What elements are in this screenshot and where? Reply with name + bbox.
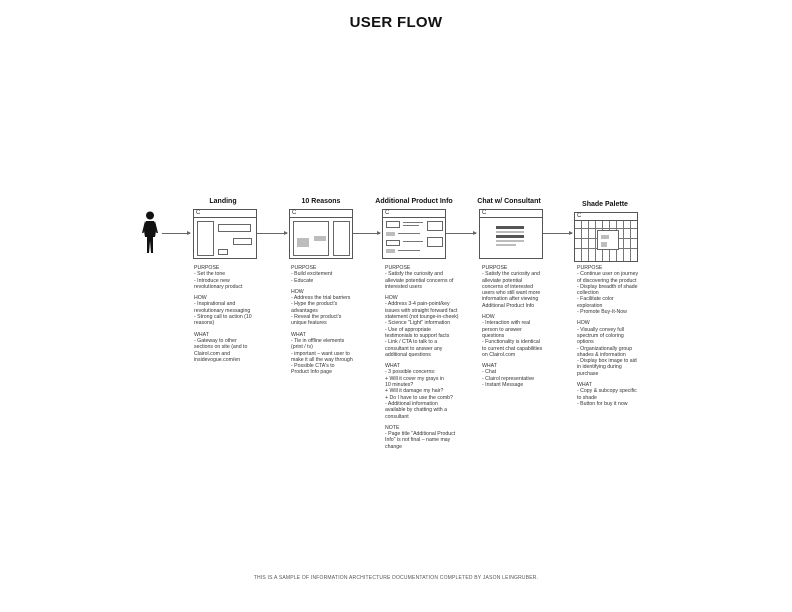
flow-arrow [444,233,476,234]
wireframe-block [333,221,350,256]
description-line: information after viewing [482,296,539,303]
wireframe-block [496,231,524,233]
description-line: WHAT [291,331,306,338]
step-description-10-reasons [291,265,353,376]
description-line: PURPOSE [482,265,508,271]
description-line: testimonials to support facts [385,332,450,339]
description-line: HOW [194,295,207,302]
description-line: Clairol.com and [194,350,231,357]
wireframe-landing [193,209,257,259]
description-line: advantages [291,307,318,314]
description-line: - Visually convey full [577,326,624,333]
frame-glyph: C [385,210,390,216]
description-line: purchase [577,370,599,377]
description-line: of discovering the product [577,277,637,284]
description-line: - Strong call to action (10 [194,314,252,321]
wireframe-block [218,249,228,255]
description-line: - Set the tone [194,271,226,278]
description-line: make it all the way through [291,356,353,363]
frame-glyph: C [196,210,201,216]
description-line: + Will it damage my hair? [385,388,444,395]
description-line: - Introduce new [194,277,230,284]
wireframe-block [427,221,443,231]
description-line: - Instant Message [482,382,524,389]
description-line: 10 minutes? [385,382,414,389]
description-line: - Inspirational and [194,301,236,308]
wireframe-block [601,242,607,247]
description-line: - Possible CTA's to [291,363,335,370]
wireframe-block [386,249,395,253]
description-line: issues with straight forward fact [385,307,458,314]
description-line: Product Info page [291,369,332,376]
wireframe-block [386,240,400,246]
person-icon [140,211,160,254]
description-line: person to answer [482,326,522,333]
description-line: - Facilitate color [577,296,614,303]
description-line: Additional Product Info [482,302,535,309]
description-line: - Address the trial barriers [291,295,351,302]
description-line: WHAT [385,363,400,370]
description-line: to current chat capabilities [482,345,543,352]
description-line: - Organizationally group [577,345,633,352]
step-title-chat-w-consultant: Chat w/ Consultant [477,198,541,205]
description-line: - Clairol representative [482,375,535,382]
description-line: interested users [385,283,422,290]
description-line: HOW [577,320,590,327]
description-line: HOW [291,288,304,295]
wireframe-chat-w-consultant [479,209,543,259]
description-line: - Satisfy the curiosity and [385,271,443,278]
description-line: alleviate potential [482,277,523,284]
description-line: + Do I have to use the comb? [385,394,453,401]
description-line: revolutionary messaging [194,307,251,314]
description-line: change [385,443,403,450]
description-line: NOTE [385,424,400,431]
description-line: options [577,339,594,346]
wireframe-additional-product-info [382,209,446,259]
flow-arrow [540,233,572,234]
description-line: PURPOSE [291,265,317,271]
description-line: PURPOSE [577,265,603,271]
description-line: PURPOSE [385,265,411,271]
description-line: statement (not tounge-in-cheek) [385,314,459,321]
description-line: HOW [482,314,495,321]
description-line: - Display breadth of shade [577,283,638,290]
description-line: shades & information [577,351,626,358]
description-line: WHAT [194,331,209,338]
description-line: HOW [385,295,398,302]
description-line: - Continue user on journey [577,271,639,278]
wireframe-block [386,232,395,236]
description-line: on Clairol.com [482,351,516,358]
description-line: - Science "Light" information [385,320,451,327]
description-line: - Display box image to aid [577,358,637,365]
wireframe-block [496,240,524,242]
description-line: collection [577,290,599,297]
wireframe-block [386,221,400,228]
description-line: alleviate potential concerns of [385,277,454,284]
description-line: - Interaction with real [482,320,531,327]
description-line: additional questions [385,351,431,358]
description-line: - Chat [482,369,497,376]
wireframe-block [314,236,326,241]
wireframe-block [297,238,309,247]
description-line: - Link / CTA to talk to a [385,339,438,346]
description-line: sections on site (and to [194,344,248,351]
wireframe-block [496,235,524,238]
description-line: WHAT [577,382,592,389]
description-line: - Address 3-4 pain-point/key [385,301,450,308]
description-line: reasons) [194,320,215,327]
description-line: - Copy & subcopy specific [577,388,637,395]
step-title-shade-palette: Shade Palette [582,201,628,208]
description-line: concerns of interested [482,283,534,290]
wireframe-block [597,230,619,250]
wireframe-block [197,221,214,256]
wireframe-block [496,226,524,229]
flow-arrow [162,233,190,234]
wireframe-block [601,235,609,239]
description-line: - Button for buy it now [577,400,628,407]
description-line: spectrum of coloring [577,332,624,339]
step-title-10-reasons: 10 Reasons [301,198,341,205]
description-line: available by chatting with a [385,407,447,414]
description-line: in identifying during [577,364,622,371]
description-line: questions [482,332,505,339]
description-line: - Educate [291,277,314,284]
frame-glyph: C [482,210,487,216]
description-line: - Hype the product's [291,301,338,308]
description-line: consultant [385,413,409,420]
step-title-landing: Landing [209,198,237,205]
frame-glyph: C [577,213,582,219]
step-title-additional-product-info: Additional Product Info [375,198,453,205]
description-line: - Satisfy the curiosity and [482,271,540,278]
page-title: USER FLOW [349,14,443,31]
description-line: - important – want user to [291,350,350,357]
description-line: - Use of appropriate [385,326,431,333]
description-line: - Page title "Additional Product [385,431,456,438]
frame-glyph: C [292,210,297,216]
description-line: - Reveal the product's [291,314,342,321]
description-line: - Tie in offline elements [291,337,345,344]
step-description-additional-product-info [385,265,459,450]
wireframe-10-reasons [289,209,353,259]
description-line: revolutionary product [194,283,243,290]
wireframe-block [427,237,443,247]
description-line: - 3 possible concerns: [385,369,436,376]
wireframe-block [233,238,252,245]
description-line: (print / tv) [291,344,313,351]
description-line: PURPOSE [194,265,220,271]
flow-arrow [350,233,380,234]
footer-credit: THIS IS A SAMPLE OF INFORMATION ARCHITECTURE DOCUMENTATION COMPLETED BY JASON LEINGRUBER. [253,575,539,581]
wireframe-block [218,224,251,232]
wireframe-shade-palette [574,212,638,262]
description-line: - Build excitement [291,271,333,278]
description-line: exploration [577,302,603,309]
description-line: users who still want more [482,290,541,297]
description-line: - Functionality is identical [482,339,540,346]
wireframe-block [496,244,516,246]
description-line: insidevogue.com/en [194,356,241,363]
description-line: - Promote Buy-It-Now [577,309,627,316]
flow-arrow [257,233,287,234]
description-line: Info" is not final – name may [385,437,451,444]
step-description-chat-w-consultant [482,265,542,388]
description-line: WHAT [482,363,497,370]
description-line: - Gateway to other [194,337,237,344]
description-line: consultant to answer any [385,345,443,352]
description-line: - Additional information [385,400,438,407]
step-description-shade-palette [577,265,638,407]
description-line: + Will it cover my grays in [385,375,444,382]
description-line: unique features [291,320,327,327]
step-description-landing [194,265,252,363]
description-line: to shade [577,394,597,401]
